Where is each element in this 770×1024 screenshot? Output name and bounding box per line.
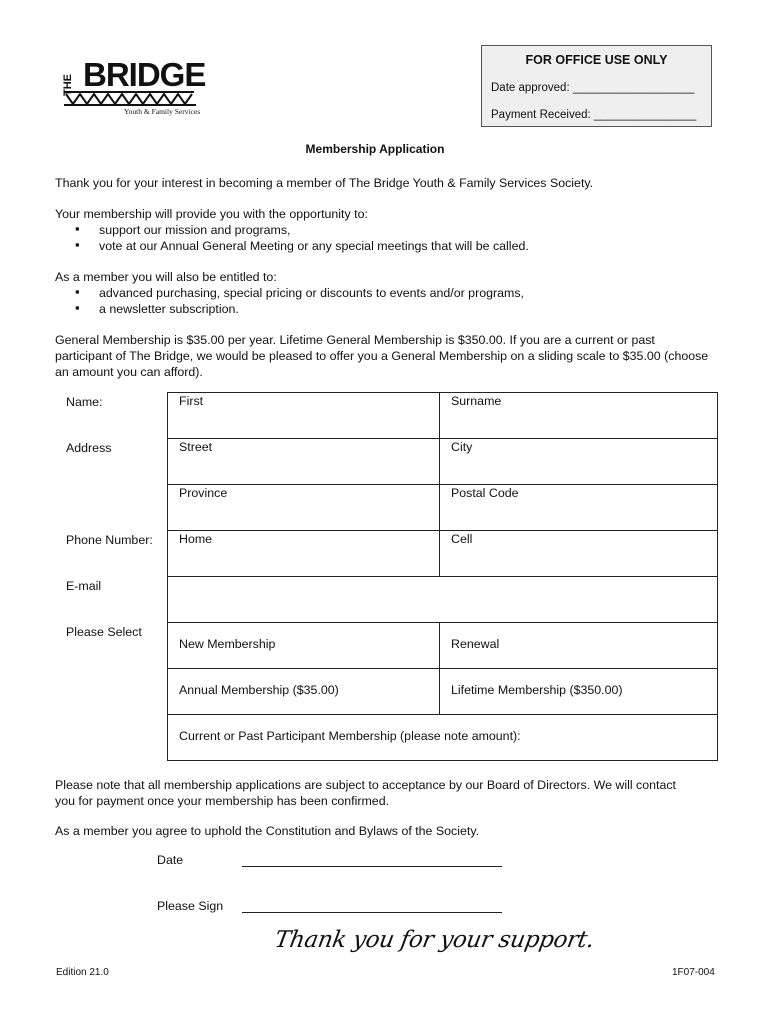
payment-received-field: Payment Received: ________________ <box>491 109 697 121</box>
email-label: E-mail <box>66 579 102 593</box>
page-title: Membership Application <box>305 142 445 156</box>
province-field[interactable] <box>167 484 440 531</box>
list-item: ▪ vote at our Annual General Meeting or any special meetings that will be called. <box>55 238 725 254</box>
acceptance-note: Please note that all membership applications are subject to acceptance by our Board of Directors. We will contact you for payment once your membership has been confirmed. <box>55 778 676 808</box>
annual-membership-label: Annual Membership ($35.00) <box>179 683 339 697</box>
list-item: ▪ advanced purchasing, special pricing or discounts to events and/or programs, <box>55 285 725 301</box>
home-phone-field[interactable] <box>167 530 440 577</box>
form-code-text: 1F07-004 <box>672 967 715 978</box>
select-label: Please Select <box>66 625 142 639</box>
home-phone-label: Home <box>179 532 213 546</box>
first-name-field[interactable] <box>167 392 440 439</box>
list-item: ▪ a newsletter subscription. <box>55 301 725 317</box>
city-field[interactable] <box>439 438 718 485</box>
email-field[interactable] <box>167 576 718 623</box>
renewal-option[interactable] <box>439 622 718 669</box>
sign-label: Please Sign <box>157 899 224 913</box>
provide-section <box>55 206 725 254</box>
entitled-lead: As a member you will also be entitled to: <box>55 270 277 284</box>
date-approved-field: Date approved: ___________________ <box>491 82 695 94</box>
list-item: ▪ support our mission and programs, <box>55 222 725 238</box>
date-line[interactable] <box>242 866 502 867</box>
postal-code-field[interactable] <box>439 484 718 531</box>
address-label: Address <box>66 441 112 455</box>
lifetime-membership-option[interactable] <box>439 668 718 715</box>
surname-field[interactable] <box>439 392 718 439</box>
logo-tagline: Youth & Family Services <box>124 107 201 116</box>
street-label: Street <box>179 440 213 454</box>
date-label: Date <box>157 853 184 867</box>
office-use-box <box>481 45 712 127</box>
fees-text: General Membership is $35.00 per year. Lifetime General Membership is $350.00. If you are a current or past participant of The Bridge, we would be pleased to offer you a General Membership on a sliding scale to $35.00 (choose an amount you can afford). <box>55 333 709 379</box>
postal-code-label: Postal Code <box>451 486 519 500</box>
lifetime-membership-label: Lifetime Membership ($350.00) <box>451 683 623 697</box>
province-label: Province <box>179 486 228 500</box>
renewal-label: Renewal <box>451 637 500 651</box>
provide-lead: Your membership will provide you with the opportunity to: <box>55 207 368 221</box>
logo-the-text: THE <box>62 74 74 96</box>
edition-text: Edition 21.0 <box>56 967 109 978</box>
annual-membership-option[interactable] <box>167 668 440 715</box>
logo-bridge-text: BRIDGE <box>83 56 206 93</box>
city-label: City <box>451 440 473 454</box>
office-use-title: FOR OFFICE USE ONLY <box>525 53 668 67</box>
street-field[interactable] <box>167 438 440 485</box>
cell-phone-field[interactable] <box>439 530 718 577</box>
entitled-section <box>55 269 725 317</box>
agree-text: As a member you agree to uphold the Constitution and Bylaws of the Society. <box>55 824 480 838</box>
intro-text: Thank you for your interest in becoming a member of The Bridge Youth & Family Services Society. <box>55 176 594 190</box>
name-label: Name: <box>66 395 103 409</box>
participant-membership-option[interactable] <box>167 714 718 761</box>
cell-phone-label: Cell <box>451 532 473 546</box>
thank-you-text: Thank you for your support. <box>272 927 597 953</box>
phone-label: Phone Number: <box>66 533 153 547</box>
participant-membership-label: Current or Past Participant Membership (please note amount): <box>179 729 521 743</box>
bridge-logo <box>58 50 208 120</box>
signature-line[interactable] <box>242 912 502 913</box>
new-membership-label: New Membership <box>179 637 276 651</box>
new-membership-option[interactable] <box>167 622 440 669</box>
surname-label: Surname <box>451 394 502 408</box>
logo-truss-icon <box>64 92 196 105</box>
first-name-label: First <box>179 394 204 408</box>
